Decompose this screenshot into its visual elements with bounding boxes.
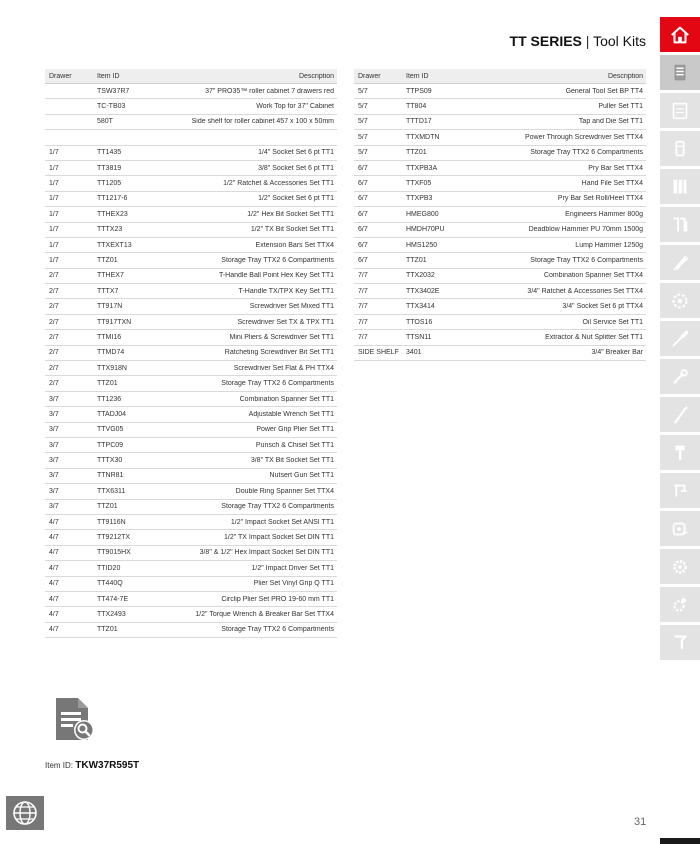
header-item-id: Item ID <box>406 72 429 80</box>
cell-description: Puller Set TT1 <box>598 103 643 111</box>
table-row <box>45 592 337 607</box>
cell-item-id: TTZ01 <box>97 256 118 264</box>
cell-drawer: 6/7 <box>358 241 368 249</box>
puller-icon <box>669 594 691 616</box>
cell-item-id: TT1236 <box>97 395 122 403</box>
cell-description: Tap and Die Set TT1 <box>578 118 643 126</box>
cell-drawer: 5/7 <box>358 149 368 157</box>
table-row <box>354 130 646 145</box>
cell-drawer: 2/7 <box>49 303 59 311</box>
cell-drawer: 5/7 <box>358 133 368 141</box>
cell-description: 1/4" Socket Set 6 pt TT1 <box>258 149 334 157</box>
table-row <box>45 376 337 391</box>
cell-drawer: 6/7 <box>358 256 368 264</box>
bits-icon <box>669 176 691 198</box>
cell-drawer: 2/7 <box>49 380 59 388</box>
cell-item-id: TTXPB3A <box>406 164 438 172</box>
sidebar-end-bar <box>660 838 700 844</box>
table-row <box>354 207 646 222</box>
sidebar-tab-gear[interactable] <box>660 549 700 584</box>
cell-item-id: TTXPB3 <box>406 195 433 203</box>
table-row <box>354 253 646 268</box>
cell-item-id: TC-TB03 <box>97 103 126 111</box>
cell-description: Punsch & Chisel Set TT1 <box>255 441 334 449</box>
cell-description: 3/8" TX Bit Socket Set TT1 <box>250 457 334 465</box>
cell-description: Combination Spanner Set TT1 <box>239 395 334 403</box>
cell-item-id: TTTX7 <box>97 287 119 295</box>
header-description: Description <box>607 72 643 80</box>
tape-measure-icon <box>669 518 691 540</box>
table-row <box>45 284 337 299</box>
table-row <box>45 207 337 222</box>
table-row <box>45 130 337 145</box>
table-row <box>45 500 337 515</box>
pry-bar-icon <box>669 404 691 426</box>
table-row <box>354 146 646 161</box>
cell-item-id: TTPS09 <box>406 87 432 95</box>
cell-description: Oil Service Set TT1 <box>582 318 643 326</box>
cell-item-id: TTHEX23 <box>97 210 128 218</box>
title-separator: | <box>585 33 590 49</box>
cell-drawer: 6/7 <box>358 210 368 218</box>
cell-item-id: HMDH70PU <box>406 226 445 234</box>
cell-description: Storage Tray TTX2 6 Compartments <box>530 256 643 264</box>
cell-description: 1/2" TX Bit Socket Set TT1 <box>250 226 334 234</box>
item-id-value: TKW37R595T <box>75 760 140 771</box>
cell-description: Storage Tray TTX2 6 Compartments <box>221 380 334 388</box>
header-description: Description <box>298 72 334 80</box>
cell-description: 3/8" & 1/2" Hex Impact Socket Set DIN TT1 <box>199 549 334 557</box>
cell-description: Mini Pliers & Screwdriver Set TT1 <box>229 333 334 341</box>
cell-description: Work Top for 37" Cabinet <box>256 103 334 111</box>
table-row <box>45 330 337 345</box>
cell-drawer: 3/7 <box>49 457 59 465</box>
table-row <box>45 346 337 361</box>
cell-item-id: TTVG05 <box>97 426 124 434</box>
cell-description: 1/2" Impact Socket Set ANSI TT1 <box>230 518 334 526</box>
table-row <box>45 176 337 191</box>
table-row <box>354 346 646 361</box>
cell-description: Screwdriver Set Mixed TT1 <box>249 303 334 311</box>
sidebar-tab-service[interactable] <box>660 283 700 318</box>
hammer-icon <box>669 442 691 464</box>
cell-item-id: TTZ01 <box>406 256 427 264</box>
cell-item-id: TTXMDTN <box>406 133 440 141</box>
cell-description: Storage Tray TTX2 6 Compartments <box>221 503 334 511</box>
table-row <box>354 161 646 176</box>
cell-description: Circlip Plier Set PRO 19-60 mm TT1 <box>221 595 334 603</box>
cell-drawer: 1/7 <box>49 164 59 172</box>
cell-drawer: 7/7 <box>358 333 368 341</box>
cell-description: Ratcheting Screwdriver Bit Set TT1 <box>224 349 334 357</box>
table-row <box>354 269 646 284</box>
cell-description: Nutsert Gun Set TT1 <box>269 472 334 480</box>
sidebar-tab-socket[interactable] <box>660 131 700 166</box>
cell-item-id: TTXF05 <box>406 180 432 188</box>
table-row <box>45 269 337 284</box>
page-title <box>510 33 646 49</box>
cell-description: Storage Tray TTX2 6 Compartments <box>221 626 334 634</box>
cell-item-id: TT917TXN <box>97 318 132 326</box>
cell-item-id: 3401 <box>406 349 422 357</box>
cell-drawer: 4/7 <box>49 610 59 618</box>
cell-description: 3/4" Breaker Bar <box>591 349 643 357</box>
cell-item-id: TTID20 <box>97 564 121 572</box>
cell-drawer: 5/7 <box>358 118 368 126</box>
table-row <box>45 192 337 207</box>
table-row <box>45 453 337 468</box>
cell-description: Pry Bar Set TTX4 <box>588 164 643 172</box>
cell-drawer: 1/7 <box>49 180 59 188</box>
cell-description: Extractor & Nut Splitter Set TT1 <box>545 333 643 341</box>
cell-drawer: 6/7 <box>358 226 368 234</box>
cell-item-id: TTPC09 <box>97 441 124 449</box>
cell-item-id: TTZ01 <box>97 503 118 511</box>
cell-drawer: 7/7 <box>358 272 368 280</box>
table-row <box>45 392 337 407</box>
table-row <box>354 284 646 299</box>
table-row <box>45 253 337 268</box>
table-row <box>45 546 337 561</box>
cell-item-id: TT1205 <box>97 180 122 188</box>
cell-item-id: TTTX23 <box>97 226 123 234</box>
cell-description: General Tool Set BP TT4 <box>565 87 643 95</box>
home-icon <box>669 24 691 46</box>
table-row <box>354 192 646 207</box>
cell-item-id: TTSN11 <box>406 333 432 341</box>
cell-drawer: 2/7 <box>49 318 59 326</box>
table-row <box>45 223 337 238</box>
cell-item-id: TTTD17 <box>406 118 432 126</box>
series-name: TT SERIES <box>509 33 582 49</box>
cell-drawer: 3/7 <box>49 472 59 480</box>
cell-item-id: TTX918N <box>97 364 127 372</box>
cell-description: Screwdriver Set Flat & PH TTX4 <box>233 364 334 372</box>
cell-drawer: 7/7 <box>358 287 368 295</box>
cell-item-id: TTZ01 <box>406 149 427 157</box>
contents-table-left <box>45 69 337 638</box>
sidebar-tab-puller[interactable] <box>660 587 700 622</box>
section-name: Tool Kits <box>593 33 646 49</box>
table-row <box>45 299 337 314</box>
table-row <box>45 99 337 114</box>
table-row <box>45 484 337 499</box>
table-row <box>45 161 337 176</box>
cell-description: 1/2" Torque Wrench & Breaker Bar Set TTX4 <box>195 610 334 618</box>
cell-item-id: TTZ01 <box>97 380 118 388</box>
cell-item-id: TT804 <box>406 103 427 111</box>
cell-item-id: HMS1250 <box>406 241 438 249</box>
table-row <box>45 438 337 453</box>
tool-icon <box>669 632 691 654</box>
cell-item-id: TTX6311 <box>97 487 126 495</box>
sidebar-tab-keys[interactable] <box>660 207 700 242</box>
sidebar-tab-screwdriver[interactable] <box>660 321 700 356</box>
service-icon <box>669 290 691 312</box>
sidebar-tab-hammer[interactable] <box>660 435 700 470</box>
cell-drawer: 1/7 <box>49 256 59 264</box>
table-header <box>354 69 646 84</box>
cabinet-icon <box>669 62 691 84</box>
sidebar-tab-pliers[interactable] <box>660 245 700 280</box>
table-body <box>45 84 337 638</box>
cell-drawer: 6/7 <box>358 180 368 188</box>
cell-item-id: TTX2032 <box>406 272 435 280</box>
cell-description: Power Through Screwdriver Set TTX4 <box>524 133 643 141</box>
cell-item-id: TTNR81 <box>97 472 124 480</box>
cell-description: Screwdriver Set TX & TPX TT1 <box>237 318 334 326</box>
cell-drawer: 2/7 <box>49 287 59 295</box>
cell-description: 3/8" Socket Set 6 pt TT1 <box>258 164 334 172</box>
table-row <box>45 407 337 422</box>
cell-drawer: 3/7 <box>49 395 59 403</box>
cell-description: T-Handle TX/TPX Key Set TT1 <box>238 287 334 295</box>
cell-drawer: 4/7 <box>49 595 59 603</box>
header-drawer: Drawer <box>358 72 381 80</box>
cell-drawer: 3/7 <box>49 487 59 495</box>
table-row <box>45 561 337 576</box>
sidebar-tab-home[interactable] <box>660 17 700 52</box>
globe-icon[interactable] <box>6 796 44 830</box>
sidebar-tab-drawer[interactable] <box>660 93 700 128</box>
table-row <box>45 607 337 622</box>
cell-item-id: TT9116N <box>97 518 126 526</box>
sidebar-tab-wrench[interactable] <box>660 359 700 394</box>
table-row <box>45 238 337 253</box>
cell-drawer: 2/7 <box>49 333 59 341</box>
cell-description: 3/4" Socket Set 6 pt TTX4 <box>562 303 643 311</box>
cell-drawer: 4/7 <box>49 564 59 572</box>
cell-item-id: HMEG800 <box>406 210 439 218</box>
cell-description: Storage Tray TTX2 6 Compartments <box>221 256 334 264</box>
cell-item-id: TT1435 <box>97 149 122 157</box>
cell-item-id: TT9015HX <box>97 549 131 557</box>
sidebar-tab-tape-measure[interactable] <box>660 511 700 546</box>
table-row <box>45 115 337 130</box>
sidebar-tab-cabinet[interactable] <box>660 55 700 90</box>
cell-description: T-Handle Ball Point Hex Key Set TT1 <box>218 272 334 280</box>
cell-item-id: 580T <box>97 118 113 126</box>
cell-drawer: 5/7 <box>358 87 368 95</box>
cell-drawer: 3/7 <box>49 441 59 449</box>
table-row <box>354 176 646 191</box>
clamp-icon <box>669 480 691 502</box>
table-row <box>354 315 646 330</box>
cell-item-id: TT440Q <box>97 580 123 588</box>
cell-item-id: TT1217-6 <box>97 195 128 203</box>
keys-icon <box>669 214 691 236</box>
cell-item-id: TT3819 <box>97 164 122 172</box>
table-row <box>45 530 337 545</box>
pliers-icon <box>669 252 691 274</box>
table-row <box>45 315 337 330</box>
cell-description: 1/2" Ratchet & Accessories Set TT1 <box>223 180 334 188</box>
cell-item-id: TTX3414 <box>406 303 435 311</box>
cell-description: Plier Set Vinyl Grip Q TT1 <box>253 580 334 588</box>
table-row <box>45 577 337 592</box>
cell-description: Combination Spanner Set TTX4 <box>543 272 643 280</box>
cell-description: Double Ring Spanner Set TTX4 <box>235 487 334 495</box>
page-number: 31 <box>634 816 647 828</box>
cell-item-id: TTX2493 <box>97 610 126 618</box>
cell-description: Adjustable Wrench Set TT1 <box>248 410 334 418</box>
cell-drawer: 4/7 <box>49 580 59 588</box>
table-row <box>45 469 337 484</box>
cell-drawer: 4/7 <box>49 626 59 634</box>
sidebar-tab-bits[interactable] <box>660 169 700 204</box>
table-row <box>45 623 337 638</box>
cell-description: 37" PRO35™ roller cabinet 7 drawers red <box>205 87 334 95</box>
table-header <box>45 69 337 84</box>
cell-drawer: 2/7 <box>49 364 59 372</box>
cell-item-id: TTOS16 <box>406 318 433 326</box>
table-row <box>45 146 337 161</box>
kit-item-id <box>45 760 139 771</box>
table-row <box>45 423 337 438</box>
table-row <box>354 115 646 130</box>
sidebar-tab-pry-bar[interactable] <box>660 397 700 432</box>
drawer-icon <box>669 100 691 122</box>
gear-icon <box>669 556 691 578</box>
cell-item-id: TTXEXT13 <box>97 241 132 249</box>
cell-item-id: TTX3402E <box>406 287 440 295</box>
cell-item-id: TT9212TX <box>97 534 131 542</box>
item-id-label: Item ID: <box>45 761 74 770</box>
table-row <box>45 84 337 99</box>
cell-description: 1/2" TX Impact Socket Set DIN TT1 <box>224 534 334 542</box>
cell-description: Side shelf for roller cabinet 457 x 100 x 50mm <box>191 118 334 126</box>
cell-drawer: SIDE SHELF <box>358 349 399 357</box>
table-row <box>45 361 337 376</box>
cell-item-id: TTMI16 <box>97 333 122 341</box>
cell-drawer: 4/7 <box>49 549 59 557</box>
cell-item-id: TTADJ04 <box>97 410 127 418</box>
cell-item-id: TTZ01 <box>97 626 118 634</box>
table-row <box>354 299 646 314</box>
cell-item-id: TT474-7E <box>97 595 129 603</box>
table-row <box>354 330 646 345</box>
document-search-icon <box>48 694 98 744</box>
cell-description: Engineers Hammer 800g <box>565 210 643 218</box>
cell-description: 1/2" Socket Set 6 pt TT1 <box>258 195 334 203</box>
screwdriver-icon <box>669 328 691 350</box>
cell-drawer: 1/7 <box>49 149 59 157</box>
cell-description: 1/2" Hex Bit Socket Set TT1 <box>247 210 334 218</box>
cell-item-id: TTTX30 <box>97 457 123 465</box>
wrench-icon <box>669 366 691 388</box>
cell-description: 3/4" Ratchet & Accessories Set TTX4 <box>527 287 643 295</box>
cell-drawer: 3/7 <box>49 426 59 434</box>
cell-drawer: 1/7 <box>49 210 59 218</box>
cell-description: Storage Tray TTX2 6 Compartments <box>530 149 643 157</box>
cell-description: 1/2" Impact Driver Set TT1 <box>251 564 334 572</box>
table-row <box>354 223 646 238</box>
header-drawer: Drawer <box>49 72 72 80</box>
cell-drawer: 2/7 <box>49 349 59 357</box>
cell-item-id: TTHEX7 <box>97 272 124 280</box>
cell-drawer: 5/7 <box>358 103 368 111</box>
sidebar-tab-clamp[interactable] <box>660 473 700 508</box>
header-item-id: Item ID <box>97 72 120 80</box>
cell-drawer: 7/7 <box>358 318 368 326</box>
cell-description: Extension Bars Set TTX4 <box>255 241 334 249</box>
cell-description: Lump Hammer 1250g <box>575 241 643 249</box>
cell-drawer: 1/7 <box>49 241 59 249</box>
table-body <box>354 84 646 361</box>
socket-icon <box>669 138 691 160</box>
cell-item-id: TSW37R7 <box>97 87 130 95</box>
cell-description: Power Grip Plier Set TT1 <box>256 426 334 434</box>
cell-drawer: 3/7 <box>49 503 59 511</box>
table-row <box>354 84 646 99</box>
cell-drawer: 4/7 <box>49 518 59 526</box>
cell-drawer: 4/7 <box>49 534 59 542</box>
cell-item-id: TTMD74 <box>97 349 125 357</box>
table-row <box>354 99 646 114</box>
sidebar-tab-tool[interactable] <box>660 625 700 660</box>
cell-drawer: 1/7 <box>49 226 59 234</box>
cell-drawer: 6/7 <box>358 195 368 203</box>
category-sidebar <box>660 17 700 663</box>
cell-drawer: 1/7 <box>49 195 59 203</box>
cell-drawer: 2/7 <box>49 272 59 280</box>
cell-description: Deadblow Hammer PU 70mm 1500g <box>528 226 643 234</box>
cell-drawer: 6/7 <box>358 164 368 172</box>
cell-item-id: TT917N <box>97 303 123 311</box>
cell-drawer: 3/7 <box>49 410 59 418</box>
cell-description: Hand File Set TTX4 <box>581 180 643 188</box>
contents-table-right <box>354 69 646 361</box>
table-row <box>354 238 646 253</box>
cell-drawer: 7/7 <box>358 303 368 311</box>
cell-description: Pry Bar Set Roll/Heel TTX4 <box>557 195 643 203</box>
table-row <box>45 515 337 530</box>
